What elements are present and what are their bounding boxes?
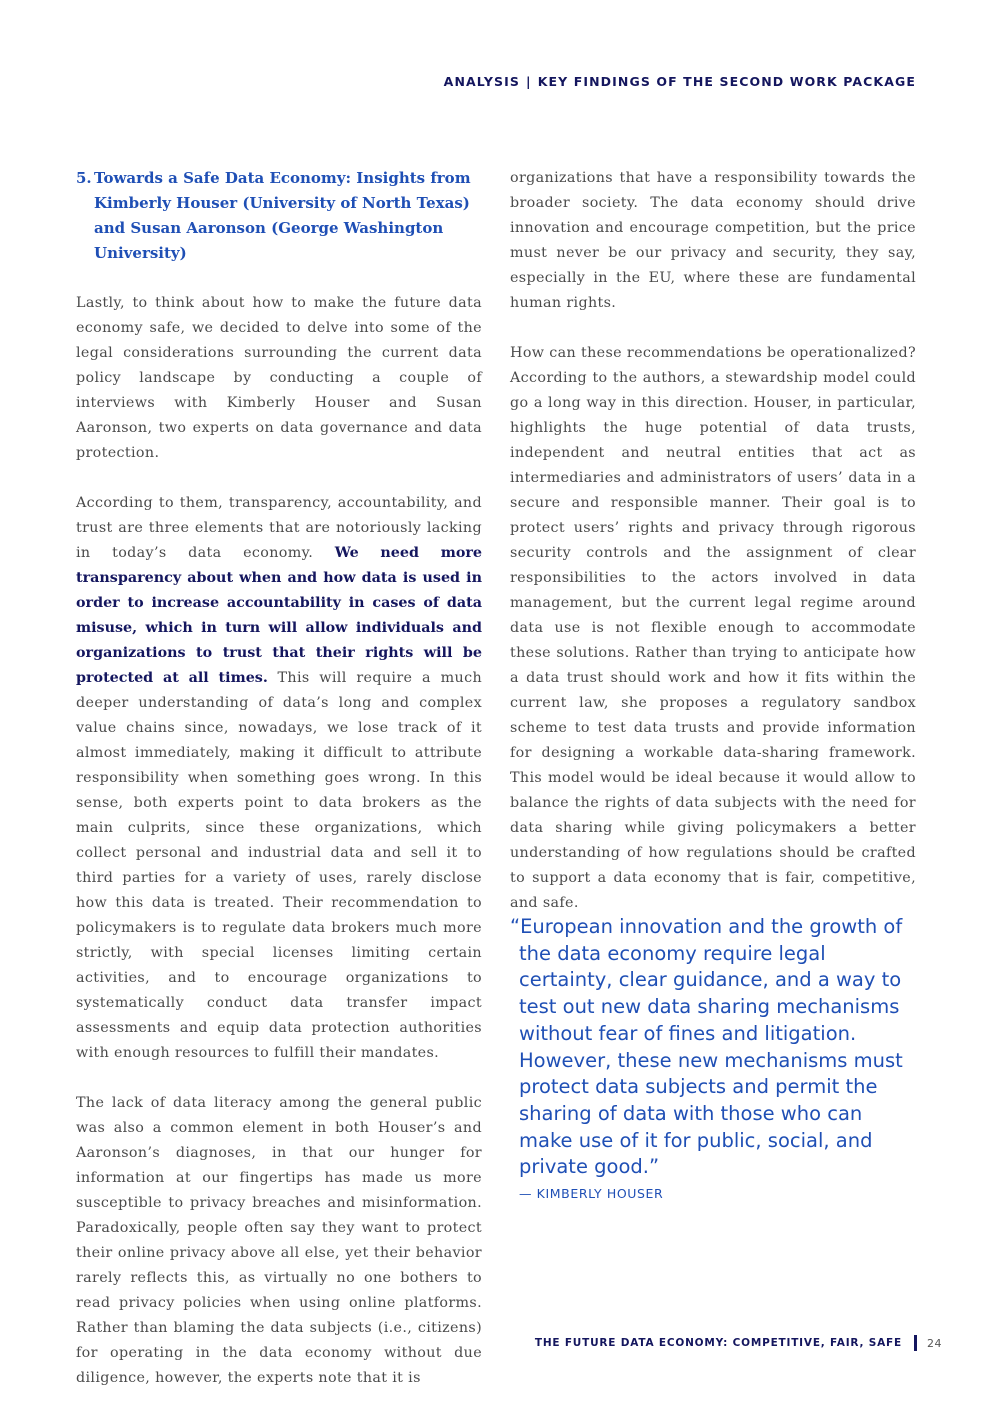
paragraph-transparency [76, 491, 482, 1066]
footer-divider [914, 1335, 917, 1351]
page-footer [535, 1335, 942, 1351]
section-heading [76, 166, 482, 266]
paragraph-stewardship: How can these recommendations be operationalized? According to the authors, a stewardship model could go a long way in this direction. Houser, in particular, highlights the huge potential of data trusts, independent and neutral entities that act as intermediaries and administrators of users’ data in a secure and responsible manner. Their goal is to protect users’ rights and privacy through rigorous security controls and the assignment of clear responsibilities to the actors involved in data management, but the current legal regime around data use is not flexible enough to accommodate these solutions. Rather than trying to anticipate how a data trust should work and how it fits within the current law, she proposes a regulatory sandbox scheme to test data trusts and provide information for designing a workable data-sharing framework. This model would be ideal because it would allow to balance the rights of data subjects with the need for data sharing while giving policymakers a better understanding of how regulations should be crafted to support a data economy that is fair, competitive, and safe. [510, 345, 916, 911]
paragraph-text: This will require a much deeper understanding of data’s long and complex value chains since, nowadays, we lose track of it almost immediately, making it difficult to attribute responsibility when something goes wrong. In this sense, both experts point to data brokers as the main culprits, since these organizations, which collect personal and industrial data and sell it to third parties for a variety of uses, rarely disclose how this data is treated. Their recommendation to policymakers is to regulate data brokers much more strictly, with special licenses limiting certain activities, and to encourage organizations to systematically conduct data transfer impact assessments and equip data protection authorities with enough resources to fulfill their mandates. [76, 670, 482, 1061]
paragraph-intro: Lastly, to think about how to make the future data economy safe, we decided to delve into some of the legal considerations surrounding the current data policy landscape by conducting a couple of interviews with Kimberly Houser and Susan Aaronson, two experts on data governance and data protection. [76, 295, 482, 461]
running-header [444, 74, 916, 89]
page-number: 24 [927, 1336, 942, 1350]
right-column [510, 166, 916, 941]
section-number: 5. [76, 169, 92, 187]
paragraph-continuation: organizations that have a responsibility towards the broader society. The data economy should drive innovation and encourage competition, but the price must never be our privacy and security, they say, especially in the EU, where these are fundamental human rights. [510, 170, 916, 311]
pull-quote [510, 914, 922, 1202]
quote-attribution: — KIMBERLY HOUSER [519, 1186, 664, 1202]
header-separator: | [526, 74, 532, 89]
emphasized-statement: We need more transparency about when and how data is used in order to increase accountability in cases of data misuse, which in turn will allow individuals and organizations to trust that their rights will be protected at all times. [76, 545, 482, 686]
footer-title: THE FUTURE DATA ECONOMY: COMPETITIVE, FAIR, SAFE [534, 1337, 902, 1349]
paragraph-data-literacy: The lack of data literacy among the general public was also a common element in both Houser’s and Aaronson’s diagnoses, in that our hunger for information at our fingertips has made us more susceptible to privacy breaches and misinformation. Paradoxically, people often say they want to protect their online privacy above all else, yet their behavior rarely reflects this, as virtually no one bothers to read privacy policies when using online platforms. Rather than blaming the data subjects (i.e., citizens) for operating in the data economy without due diligence, however, the experts note that it is [76, 1095, 482, 1386]
header-section: ANALYSIS [443, 74, 521, 89]
header-subsection: KEY FINDINGS OF THE SECOND WORK PACKAGE [537, 74, 916, 89]
quote-text: “European innovation and the growth of the data economy require legal certainty, clear guidance, and a way to test out new data sharing mechanisms without fear of fines and litigation. However, these new mechanisms must protect data subjects and permit the sharing of data with those who can make use of it for public, social, and private good.” [510, 915, 903, 1179]
paragraph-text: According to them, transparency, accountability, and trust are three elements that are notoriously lacking in today’s data economy. [76, 495, 482, 561]
section-title: Towards a Safe Data Economy: Insights from Kimberly Houser (University of North Texas) and Susan Aaronson (George Washington University) [94, 169, 471, 262]
left-column [76, 166, 482, 1416]
